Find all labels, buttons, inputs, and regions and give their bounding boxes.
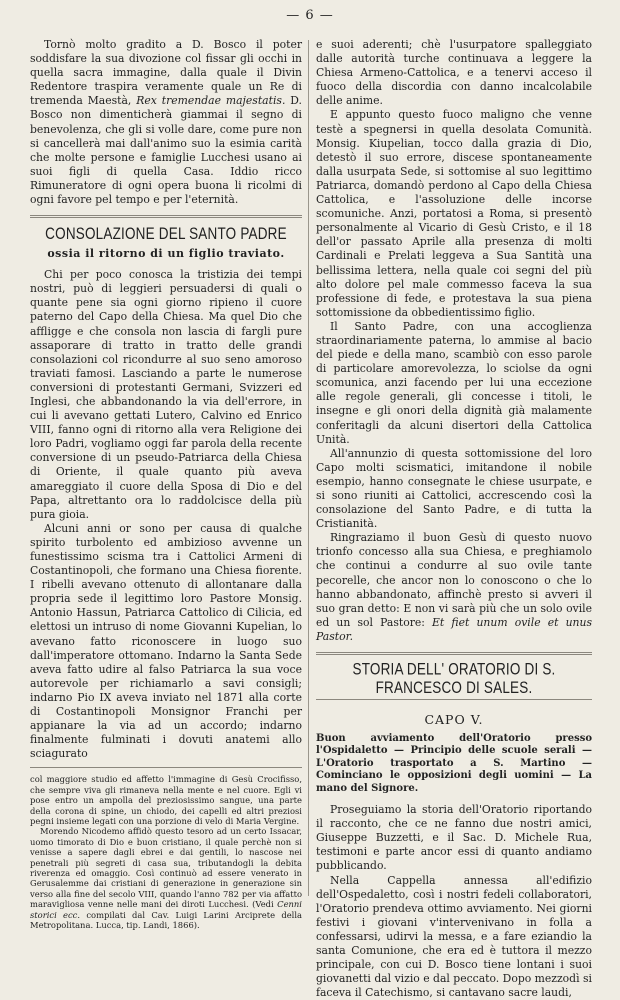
- right-column: [316, 38, 592, 1000]
- intro-paragraph: [30, 38, 302, 207]
- page-number: — 6 —: [286, 8, 334, 23]
- article-paragraph-1: Chi per poco conosca la tristizia dei tempi nostri, può di leggieri persuadersi di quali o quante pene sia ogni giorno ripieno il cuore paterno del Capo della Chiesa. Ma quel Dio che affligge e che consola non lascia di fargli pure assaporare di tratto in tratto delle grandi consolazioni col ricondurre al suo seno amoroso traviati famosi. Lasciando a parte le numerose conversioni di protestanti Germani, Svizzeri ed Inglesi, che abbandonando la via dell'errore, in cui li avevano gettati Lutero, Calvino ed Enrico VIII, fanno ogni di ritorno alla vera Religione dei loro Padri, vogliamo oggi far parola della recente conversione di un pseudo-Patriarca della Chiesa di Oriente, il quale quanto più aveva amareggiato il cuore della Sposa di Dio e del Papa, altrettanto ora lo raddolcisce della più pura gioia.: [30, 268, 302, 521]
- intro-rest: D. Bosco non dimenticherà giammai il segno di benevolenza, che gli si volle dare, come pure non si cancellerà mai dall'animo suo la esimia carità che molte persone e famiglie Lucchesi usano ai suoi figli di quella Casa. Iddio ricco Rimuneratore di ogni opera buona li ricolmi di ogni favore pel tempo e per l'eternità.: [30, 94, 302, 207]
- footnote-1: col maggiore studio ed affetto l'immagine di Gesù Crocifisso, che sempre viva gli rimaneva nella mente e nel cuore. Egli vi pose entro un ampolla del preziosissimo sangue, una parte della corona di spine, un chiodo, dei capelli ed altri preziosi pegni insieme legati con una porzione di velo di Maria Vergine.: [30, 774, 302, 827]
- right-paragraph-5: [316, 531, 592, 644]
- article-heading: CONSOLAZIONE DEL SANTO PADRE: [45, 224, 287, 243]
- section-separator-right: [316, 652, 592, 655]
- section-separator: [30, 215, 302, 218]
- right-paragraph-2: E appunto questo fuoco maligno che venne testè a spegnersi in quella desolata Comunità. Monsig. Kiupelian, tocco dalla grazia di Dio, detestò il suo errore, discese spontaneamente dalla usurpata Sede, si sottomise al suo legittimo Patriarca, domandò perdono al Capo della Chiesa Cattolica, e l'assoluzione delle incorse scomuniche. Anzi, portatosi a Roma, si presentò personalmente al Vicario di Gesù Cristo, e il 18 dell'or passato Aprile alla presenza di molti Cardinali e Prelati leggeva a Sua Santità una bellissima lettera, nella quale coi segni del più alto dolore pel male commesso faceva la sua professione di fede, e protestava la sua piena sottomissione da obbedientissimo figlio.: [316, 108, 592, 319]
- oratorio-paragraph-1: Proseguiamo la storia dell'Oratorio riportando il racconto, che ce ne fanno due nostri amici, Giuseppe Buzzetti, e il Sac. D. Michele Rua, testimoni e parte ancor essi di quanto andiamo pubblicando.: [316, 803, 592, 873]
- chapter-summary: Buon avviamento dell'Oratorio presso l'Ospidaletto — Principio delle scuole serali — L'Oratorio trasportato a S. Martino — Cominciano le opposizioni degli uomini — La mano del Signore.: [316, 733, 592, 794]
- right-paragraph-1: e suoi aderenti; chè l'usurpatore spalleggiato dalle autorità turche continuava a leggere la Chiesa Armeno-Cattolica, e a tenervi acceso il fuoco della discordia con danno incalcolabile delle anime.: [316, 38, 592, 108]
- footnote-2: [30, 826, 302, 930]
- left-column: [30, 38, 303, 931]
- article-subheading: ossia il ritorno di un figlio traviato.: [47, 247, 285, 261]
- footnote-2-title: Cenni storici ecc.: [30, 899, 302, 920]
- footnote-2-rest: compilati dal Cav. Luigi Larini Arciprete della Metropolitana. Lucca, tip. Landi, 1866).: [30, 909, 303, 931]
- footnote-2-text: Morendo Nicodemo affidò questo tesoro ad un certo Issacar, uomo timorato di Dio e buon cristiano, il quale perchè non si venisse a sapere dagli ebrei e dai gentili, lo nascose nei penetrali più segreti di casa sua, tributandogli la debita riverenza ed omaggio. Così continuò ad essere venerato in Gerusalemme dai cristiani di generazione in generazione sin verso alla fine del secolo VIII, quando l'anno 782 per via affatto maravigliosa venne nelle mani dei diroti Lucchesi. (Vedi: [30, 826, 302, 910]
- intro-text: Tornò molto gradito a D. Bosco il poter soddisfare la sua divozione col fissar gli occhi in quella sacra immagine, dalla quale il Divin Redentore traspira veramente quale un Re di tremenda Maestà,: [30, 38, 302, 108]
- right-paragraph-5-latin: Et fiet unum ovile et unus Pastor.: [316, 615, 592, 643]
- oratorio-heading: STORIA DELL' ORATORIO DI S. FRANCESCO DI SALES.: [352, 659, 556, 697]
- right-paragraph-4: All'annunzio di questa sottomissione del loro Capo molti scismatici, imitandone il nobile esempio, hanno consegnate le chiese usurpate, e si sono riuniti ai Cattolici, accrescendo così la consolazione del Santo Padre, e di tutta la Cristianità.: [316, 446, 592, 531]
- heading-rule: [316, 699, 592, 700]
- footnote-separator: [30, 767, 302, 768]
- column-divider: [308, 40, 309, 896]
- article-paragraph-2: Alcuni anni or sono per causa di qualche spirito turbolento ed ambizioso avvenne un funestissimo scisma tra i Cattolici Armeni di Costantinopoli, che formano una Chiesa fiorente. I ribelli avevano ottenuto di allontanare dalla propria sede il legittimo loro Pastore Monsig. Antonio Hassun, Patriarca Cattolico di Cilicia, ed elettosi un intruso di nome Giovanni Kupelian, lo avevano fatto riconoscere in luogo suo dall'imperatore ottomano. Indarno la Santa Sede aveva fatto udire al falso Patriarca la sua voce autorevole per richiamarlo a savi consigli; indarno Pio IX aveva inviato nel 1871 alla corte di Costantinopoli Monsignor Franchi per appianare la via ad un accordo; indarno finalmente fulminati i dovuti anatemi allo sciagurato: [30, 521, 302, 761]
- oratorio-paragraph-2: Nella Cappella annessa all'edifizio dell'Ospedaletto, così i nostri fedeli collaboratori, l'Oratorio prendeva ottimo avviamento. Nei giorni festivi i giovani v'intervenivano in folla a confessarsi, udirvi la messa, e a fare eziandio la santa Comunione, che era ed è tuttora il mezzo principale, con cui D. Bosco tiene lontani i suoi giovanetti dal vizio e dal peccato. Dopo mezzodì si faceva il Catechismo, si cantavano sacre laudi,: [316, 873, 592, 1000]
- right-paragraph-3: Il Santo Padre, con una accoglienza straordinariamente paterna, lo ammise al bacio del piede e della mano, scambiò con esso parole di particolare amorevolezza, lo sciolse da ogni scomunica, anzi facendo per lui una eccezione alle regole generali, gli concesse i titoli, le insegne e gli onori della dignità già malamente conferitagli da alcuni disertori della Cattolica Unità.: [316, 319, 592, 446]
- intro-latin: Rex tremendae majestatis.: [136, 94, 286, 108]
- right-paragraph-5-text: Ringraziamo il buon Gesù di questo nuovo trionfo concesso alla sua Chiesa, e preghiamolo che continui a condurre al suo ovile tante pecorelle, che ancor non lo conoscono o che lo hanno abbandonato, affinchè presto si avveri il suo gran detto: E non vi sarà più che un solo ovile ed un sol Pastore:: [316, 531, 592, 629]
- chapter-title: CAPO V.: [424, 712, 484, 728]
